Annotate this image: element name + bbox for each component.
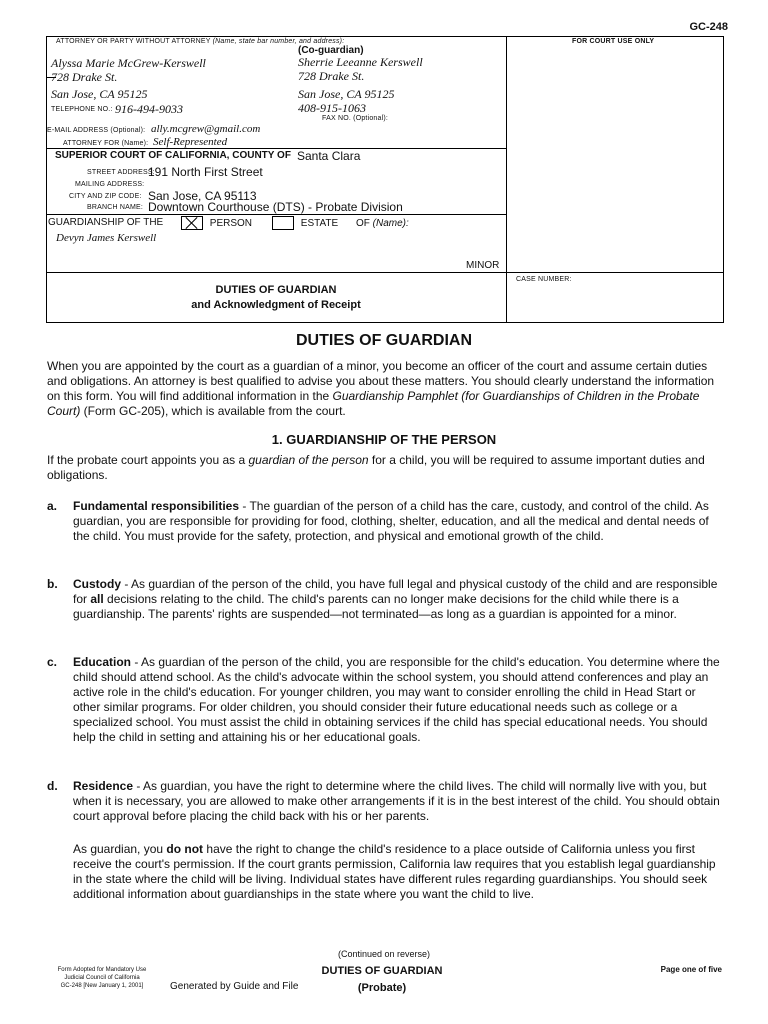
attorney-for-label: ATTORNEY FOR (Name):	[63, 140, 149, 147]
party2-street[interactable]: 728 Drake St.	[298, 69, 365, 83]
estate-checkbox[interactable]	[272, 216, 294, 230]
generated-note: Generated by Guide and File	[170, 981, 299, 992]
county-value[interactable]: Santa Clara	[297, 149, 361, 163]
court-label: SUPERIOR COURT OF CALIFORNIA, COUNTY OF	[55, 150, 291, 161]
branch-label: BRANCH NAME:	[87, 204, 144, 211]
court-divider	[46, 148, 507, 149]
minor-name-value[interactable]: Devyn James Kerswell	[56, 232, 157, 244]
mailing-label: MAILING ADDRESS:	[75, 181, 145, 188]
co-guardian-label: (Co-guardian)	[298, 45, 364, 56]
guardianship-label: GUARDIANSHIP OF THE	[48, 217, 164, 228]
telephone-value[interactable]: 916-494-9033	[115, 102, 183, 116]
item-c-body: Education - As guardian of the person of the child, you are responsible for the child's education. You determine where the child should attend school. As the child's advocate within the school system, you should attend conferences and play an active role in the child's education. For younger children, you may want to consider enrolling the child in Head Start or other similar programs. For older children, you should consider their future educational needs such as college or a specialized school. You must assist the child in obtaining services if the child has special educational needs. You should help the child in setting and attaining his or her educational goals.	[73, 655, 720, 744]
party2-name[interactable]: Sherrie Leeanne Kerswell	[298, 55, 423, 69]
item-b-body: Custody - As guardian of the person of the child, you have full legal and physical custody of the child and are responsible for all decisions relating to the child. The child's parents can no longer make decisions for the child while there is a guardianship. The parents' rights are suspended—not terminated—as long as a guardian is appointed for a minor.	[73, 577, 718, 621]
party1-city[interactable]: San Jose, CA 95125	[51, 87, 148, 101]
form-subtitle: and Acknowledgment of Receipt	[191, 299, 361, 311]
page-indicator: Page one of five	[660, 965, 722, 974]
item-a-body: Fundamental responsibilities - The guardian of the person of a child has the care, custody, and control of the child. As guardian, you are responsible for providing for food, clothing, shelter, education, and all the medical and dental needs of the child. You must provide for the safety, protection, and physical and emotional growth of the child.	[73, 499, 709, 543]
court-use-label: FOR COURT USE ONLY	[572, 38, 655, 45]
minor-label: MINOR	[466, 260, 500, 271]
street-label: STREET ADDRESS:	[87, 169, 155, 176]
item-b-letter: b.	[47, 577, 58, 591]
person-label: PERSON	[209, 217, 253, 229]
footer-subtitle: (Probate)	[357, 982, 407, 994]
section1-intro: If the probate court appoints you as a guardian of the person for a child, you will be required to assume important duties and obligations.	[47, 453, 705, 482]
form-title: DUTIES OF GUARDIAN	[215, 284, 337, 296]
item-d-letter: d.	[47, 779, 58, 793]
of-name-label: OF (Name):	[356, 218, 409, 229]
party2-city[interactable]: San Jose, CA 95125	[298, 87, 395, 101]
branch-value[interactable]: Downtown Courthouse (DTS) - Probate Division	[148, 200, 403, 214]
item-d-paragraph2: As guardian, you do not have the right to change the child's residence to a place outside of California unless you first receive the court's permission. If the court grants permission, California law requires that you establish legal guardianship in the state where the child will be living. Individual states have different rules regarding guardianships. You should seek additional information about guardianships in the state where you want the child to live.	[73, 842, 716, 901]
court-use-divider	[506, 36, 507, 322]
email-value[interactable]: ally.mcgrew@gmail.com	[151, 123, 261, 135]
city-zip-value[interactable]: San Jose, CA 95113	[148, 189, 257, 203]
footer-title: DUTIES OF GUARDIAN	[321, 965, 443, 977]
adopted-note: Form Adopted for Mandatory Use Judicial Council of California GC-248 [New January 1, 2001]	[57, 967, 147, 989]
section1-title: 1. GUARDIANSHIP OF THE PERSON	[271, 432, 497, 447]
item-d-body: Residence - As guardian, you have the right to determine where the child lives. The child will normally live with you, but when it is necessary, you are allowed to make other arrangements if it is in the best interest of the child. You should obtain court approval before placing the child back with his or her parents.	[73, 779, 720, 823]
estate-label: ESTATE	[300, 217, 339, 229]
attorney-label: ATTORNEY OR PARTY WITHOUT ATTORNEY (Name, state bar number, and address):	[56, 38, 345, 45]
party2-phone[interactable]: 408-915-1063	[298, 101, 366, 115]
caption-box	[46, 36, 724, 323]
person-checkbox-row	[181, 216, 252, 230]
item-c-letter: c.	[47, 655, 58, 669]
street-value[interactable]: 191 North First Street	[148, 165, 263, 179]
form-number: GC-248	[689, 21, 728, 33]
case-number-label: CASE NUMBER:	[516, 276, 572, 283]
continued-note: (Continued on reverse)	[337, 949, 431, 959]
party1-street[interactable]: 728 Drake St.	[51, 70, 118, 84]
item-a-letter: a.	[47, 499, 58, 513]
party1-name[interactable]: Alyssa Marie McGrew-Kerswell	[51, 56, 206, 70]
main-title: DUTIES OF GUARDIAN	[296, 332, 472, 349]
guardianship-divider	[46, 214, 507, 215]
intro-paragraph: When you are appointed by the court as a guardian of a minor, you become an officer of the court and assume certain duties and obligations. An attorney is best qualified to advise you about these matters. You should clearly understand the information on this form. You will find additional information in the Guardianship Pamphlet (for Guardianships of Children in the Probate Court) (Form GC-205), which is available from the court.	[47, 359, 715, 418]
telephone-label: TELEPHONE NO.:	[51, 106, 113, 113]
title-divider	[46, 272, 723, 273]
estate-checkbox-row	[272, 216, 338, 230]
fax-label: FAX NO. (Optional):	[322, 115, 389, 122]
person-checkbox[interactable]	[181, 216, 203, 230]
city-zip-label: CITY AND ZIP CODE:	[69, 193, 142, 200]
attorney-for-value[interactable]: Self-Represented	[153, 136, 228, 148]
email-label: E-MAIL ADDRESS (Optional):	[47, 127, 146, 134]
